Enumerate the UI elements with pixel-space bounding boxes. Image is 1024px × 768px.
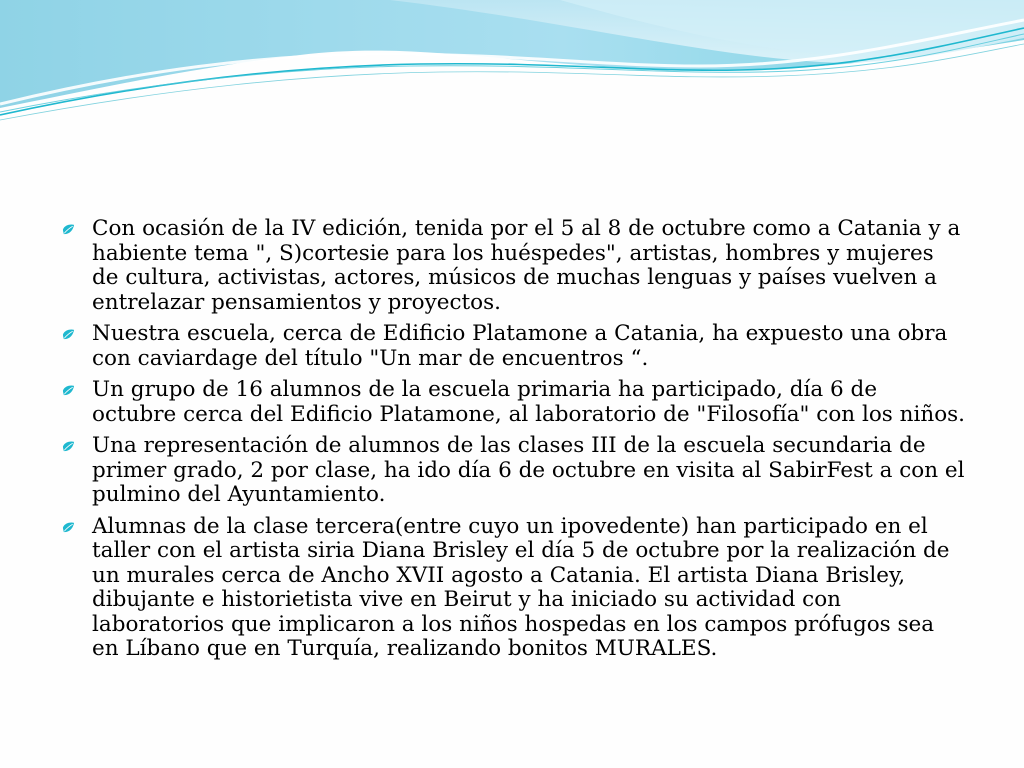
leaf-bullet-icon [62,521,75,534]
leaf-bullet-icon [62,384,75,397]
leaf-bullet-icon [62,223,75,236]
bullet-item [62,434,967,508]
bullet-text: Alumnas de la clase tercera(entre cuyo un ipovedente) han participado en el taller con el artista siria Diana Brisley el día 5 de octubre por la realización de un murales cerca de Ancho XVII agosto a Catania. El artista Diana Brisley, dibujante e historietista vive en Beirut y ha iniciado su actividad con laboratorios que implicaron a los niños hospedas en los campos prófugos sea en Líbano que en Turquía, realizando bonitos MURALES. [92,513,950,661]
bullet-text: Nuestra escuela, cerca de Edificio Platamone a Catania, ha expuesto una obra con caviardage del título "Un mar de encuentros “. [92,321,948,371]
bullet-item [62,515,967,662]
bullet-text: Un grupo de 16 alumnos de la escuela primaria ha participado, día 6 de octubre cerca del Edificio Platamone, al laboratorio de "Filosofía" con los niños. [92,377,966,427]
bullet-item [62,322,967,371]
slide-body [62,217,967,669]
leaf-bullet-icon [62,328,75,341]
leaf-bullet-icon [62,440,75,453]
bullet-text: Con ocasión de la IV edición, tenida por el 5 al 8 de octubre como a Catania y a habiente tema ", S)cortesie para los huéspedes", artistas, hombres y mujeres de cultura, activistas, actores, músicos de muchas lenguas y países vuelven a entrelazar pensamientos y proyectos. [92,216,961,315]
bullet-text: Una representación de alumnos de las clases III de la escuela secundaria de primer grado, 2 por clase, ha ido día 6 de octubre en visita al SabirFest a con el pulmino del Ayuntamiento. [92,433,965,507]
bullet-item [62,217,967,315]
bullet-list [62,217,967,662]
header-wave-decoration [0,0,1024,130]
bullet-item [62,378,967,427]
